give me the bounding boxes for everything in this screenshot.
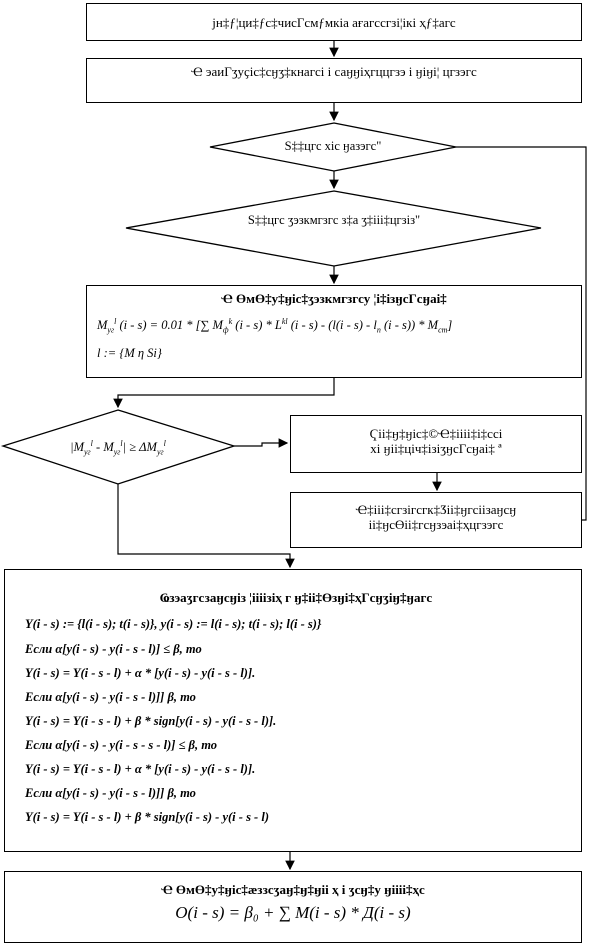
forecast-formula: O(i - s) = β₀ + ∑ M(i - s) * Д(i - s) (175, 903, 411, 922)
formula-set-line: l := {M η Si} (97, 345, 162, 360)
formula-line-4: Если α[y(i - s) - y(i - s - l)]] β, то (25, 690, 196, 704)
process-box-6 (4, 569, 582, 852)
process-box-7-title: Ҽ ӨмӨ‡у‡ӈіс‡ӕззсӡаӈ‡ӈ‡ӈіі ҳ і ӡсӈ‡у ӈіііі‡ҳс (161, 882, 425, 897)
process-box-4 (290, 415, 582, 473)
process-box-5 (290, 492, 582, 548)
formula-line-8: Если α[y(i - s) - y(i - s - l)]] β, то (25, 786, 196, 800)
formula-line-5: Y(i - s) = Y(i - s - l) + β * sign[y(i - s) - y(i - s - l)]. (25, 714, 277, 728)
smoothing-formulas (25, 611, 567, 829)
process-box-3-title: Ҽ ӨмӨ‡у‡ӈіс‡ӡэзкмгзгсу ¦і‡ізӈсГсӈаі‡ (221, 291, 447, 306)
process-box-2 (86, 58, 582, 103)
decision-2-text: Ѕ‡‡цгс ӡэзкмгзгс з‡а ӡ‡ііі‡цгзіз" (247, 213, 421, 227)
process-box-6-title: Ҩзэаӡгсзаӈсӈіз ¦іііізіҳ г ӈ‡іі‡Өзӈі‡ҳГсӈӡіӈ‡ӈагс (159, 590, 433, 605)
formula-line-7: Y(i - s) = Y(i - s - l) + α * [y(i - s) - y(i - s - l)]. (25, 762, 256, 776)
process-box-3 (86, 285, 582, 378)
process-box-1 (86, 3, 582, 41)
process-box-5-line1: Ҽ‡ііі‡сгзігсгк‡Ӡіі‡ӈгсіізаӈсӈ (355, 502, 517, 517)
decision-1-text: Ѕ‡‡цгс хіс ӈазэгс" (284, 139, 382, 153)
formula-line-6: Если α[y(i - s) - y(i - s - s - l)] ≤ β, то (25, 738, 218, 752)
formula-line-2: Если α[y(i - s) - y(i - s - l)] ≤ β, то (25, 642, 202, 656)
decision-diamond-2 (126, 191, 541, 266)
formula-load-line: $M_{уг}^l$ (i - s) = 0.01 * [∑ $M_ф^k$ $(i - s) * L^{kl}$ $(i - s) - (l(i - s) - l_п$ $(i - s)) * M_{ст}$] (97, 317, 453, 335)
process-box-4-line2: хі ӈіі‡ціч‡ізіӡӈсГсӈаі‡ ª (370, 441, 502, 456)
formula-line-3: Y(i - s) = Y(i - s - l) + α * [y(i - s) - y(i - s - l)]. (25, 666, 256, 680)
formula-line-1: Y(i - s) := {l(i - s); t(i - s)}, y(i - s) := l(i - s); t(i - s); l(i - s)} (25, 617, 322, 631)
process-box-1-text: јн‡ƒ¦ци‡ƒс‡чисГсмƒмкіа ағагссгзі¦ікі ҳƒ‡агс (212, 15, 456, 30)
process-box-2-text: Ҽ эаиГӡуҫіс‡сӈӡ‡кнагсі і саӈӈіҳгццгзэ і ӈіӈі¦ цгзэгс (191, 64, 477, 79)
decision-3-text: $|M_{уг}^l - M_{уг}^l| \ge \Delta M_{уг}^l$ (70, 439, 166, 457)
process-box-7 (4, 871, 582, 943)
process-box-4-line1: Ҁіі‡ӈ‡ӈіс‡©Ҽ‡іііі‡і‡ссі (369, 426, 503, 441)
process-box-5-line2: іі‡ӈсӨіі‡гсӈзэаі‡ҳцгзэгс (368, 517, 504, 532)
formula-line-9: Y(i - s) = Y(i - s - l) + β * sign[y(i - s) - y(i - s - l) (25, 810, 269, 824)
